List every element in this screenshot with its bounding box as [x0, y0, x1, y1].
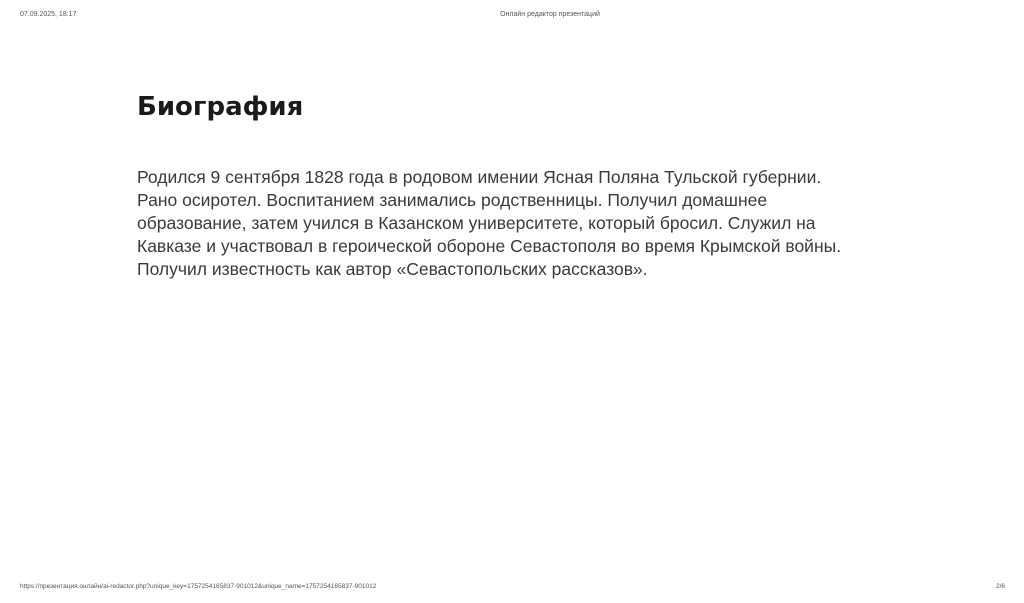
print-footer-url: https://презентация.онлайн/ai-redactor.php?unique_key=1757254165837-901012&unique_name=1757254165837-901012	[20, 583, 377, 590]
slide-title: Биография	[137, 92, 304, 122]
slide-body-line: Получил известность как автор «Севастопольских рассказов».	[137, 259, 648, 279]
slide-body-line: Рано осиротел. Воспитанием занимались родственницы. Получил домашнее	[137, 190, 768, 210]
print-header-title: Онлайн редактор презентаций	[500, 11, 600, 18]
slide-body-line: Кавказе и участвовал в героической обороне Севастополя во время Крымской войны.	[137, 236, 842, 256]
slide-body-line: Родился 9 сентября 1828 года в родовом имении Ясная Поляна Тульской губернии.	[137, 167, 822, 187]
slide-body-text	[137, 166, 897, 281]
print-footer-page-number: 2/6	[995, 583, 1005, 590]
print-header-datetime: 07.09.2025, 18:17	[20, 11, 77, 18]
slide-body-line: образование, затем учился в Казанском университете, который бросил. Служил на	[137, 213, 816, 233]
